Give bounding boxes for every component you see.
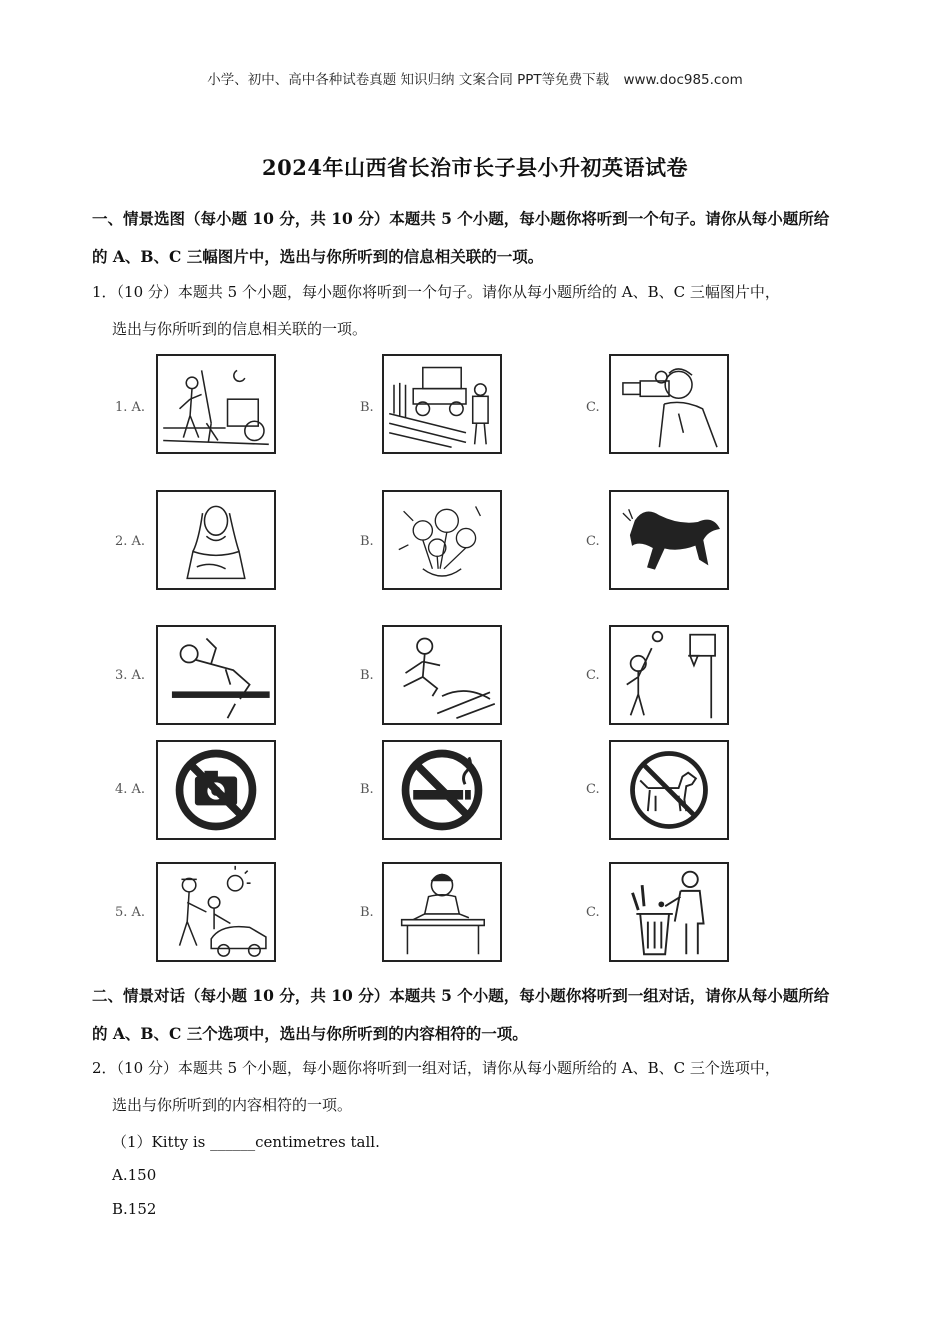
row5-label-c: C. (586, 905, 600, 920)
section1-heading-line2: 的 A、B、C 三幅图片中，选出与你所听到的信息相关联的一项。 (92, 247, 544, 266)
mona-lisa-portrait-icon (158, 492, 274, 588)
row3-label-c: C. (586, 668, 600, 683)
q2-line2: 选出与你所听到的内容相符的一项。 (112, 1096, 353, 1114)
cleaning-desk-icon (384, 864, 500, 960)
option-3c-basketball[interactable] (609, 625, 729, 725)
section2-heading-line2: 的 A、B、C 三个选项中，选出与你所听到的内容相符的一项。 (92, 1024, 528, 1043)
throwing-rubbish-icon (611, 864, 727, 960)
section2-heading (92, 977, 872, 1053)
header-text: 小学、初中、高中各种试卷真题 知识归纳 文案合同 PPT等免费下载 (207, 72, 610, 88)
q1-line2: 选出与你所听到的信息相关联的一项。 (112, 320, 368, 338)
option-3a-high-jump[interactable] (156, 625, 276, 725)
option-4a-no-photography[interactable] (156, 740, 276, 840)
basketball-icon (611, 627, 727, 723)
option-2a-portrait[interactable] (156, 490, 276, 590)
row5-label-b: B. (360, 905, 374, 920)
farm-harvester-icon (384, 356, 500, 452)
row4-label-a: 4. A. (115, 782, 146, 797)
photographer-icon (611, 356, 727, 452)
option-1b-farm-harvester[interactable] (382, 354, 502, 454)
option-4c-no-dogs[interactable] (609, 740, 729, 840)
long-jump-icon (384, 627, 500, 723)
q2-line1: 2．（10 分）本题共 5 个小题，每小题你将听到一组对话，请你从每小题所给的 A、B、C 三个选项中， (92, 1059, 780, 1077)
row2-label-a: 2. A. (115, 534, 146, 549)
horse-painting-icon (611, 492, 727, 588)
option-5a-washing-car[interactable] (156, 862, 276, 962)
section1-heading (92, 200, 872, 276)
option-3b-long-jump[interactable] (382, 625, 502, 725)
row5-label-a: 5. A. (115, 905, 146, 920)
option-4b-no-smoking[interactable] (382, 740, 502, 840)
high-jump-icon (158, 627, 274, 723)
page-header (0, 68, 950, 88)
question2-stem (92, 1050, 872, 1124)
option-2c-horse-painting[interactable] (609, 490, 729, 590)
q2-sub1: （1）Kitty is ______centimetres tall. (112, 1133, 380, 1151)
row3-label-b: B. (360, 668, 374, 683)
street-sweeper-icon (158, 356, 274, 452)
washing-car-icon (158, 864, 274, 960)
row2-label-c: C. (586, 534, 600, 549)
section1-heading-line1: 一、情景选图（每小题 10 分，共 10 分）本题共 5 个小题，每小题你将听到一个句子。请你从每小题所给 (92, 209, 830, 228)
row4-label-b: B. (360, 782, 374, 797)
option-2b-flower-painting[interactable] (382, 490, 502, 590)
q2-sub1-option-b[interactable]: B.152 (112, 1200, 157, 1218)
page-title: 2024年山西省长治市长子县小升初英语试卷 (262, 155, 688, 180)
no-photography-icon (158, 742, 274, 838)
section2-heading-line1: 二、情景对话（每小题 10 分，共 10 分）本题共 5 个小题，每小题你将听到一组对话，请你从每小题所给 (92, 986, 830, 1005)
option-5b-cleaning-desk[interactable] (382, 862, 502, 962)
option-1c-photographer[interactable] (609, 354, 729, 454)
row4-label-c: C. (586, 782, 600, 797)
question1-stem (92, 274, 872, 348)
row3-label-a: 3. A. (115, 668, 146, 683)
header-url[interactable]: www.doc985.com (623, 72, 743, 88)
option-5c-throwing-rubbish[interactable] (609, 862, 729, 962)
row1-label-b: B. (360, 400, 374, 415)
row1-label-a: 1. A. (115, 400, 146, 415)
row1-label-c: C. (586, 400, 600, 415)
no-smoking-icon (384, 742, 500, 838)
q2-sub1-option-a[interactable]: A.150 (112, 1166, 157, 1184)
option-1a-street-sweeper[interactable] (156, 354, 276, 454)
q1-line1: 1．（10 分）本题共 5 个小题，每小题你将听到一个句子。请你从每小题所给的 A、B、C 三幅图片中， (92, 283, 780, 301)
row2-label-b: B. (360, 534, 374, 549)
flower-painting-icon (384, 492, 500, 588)
no-dogs-icon (611, 742, 727, 838)
